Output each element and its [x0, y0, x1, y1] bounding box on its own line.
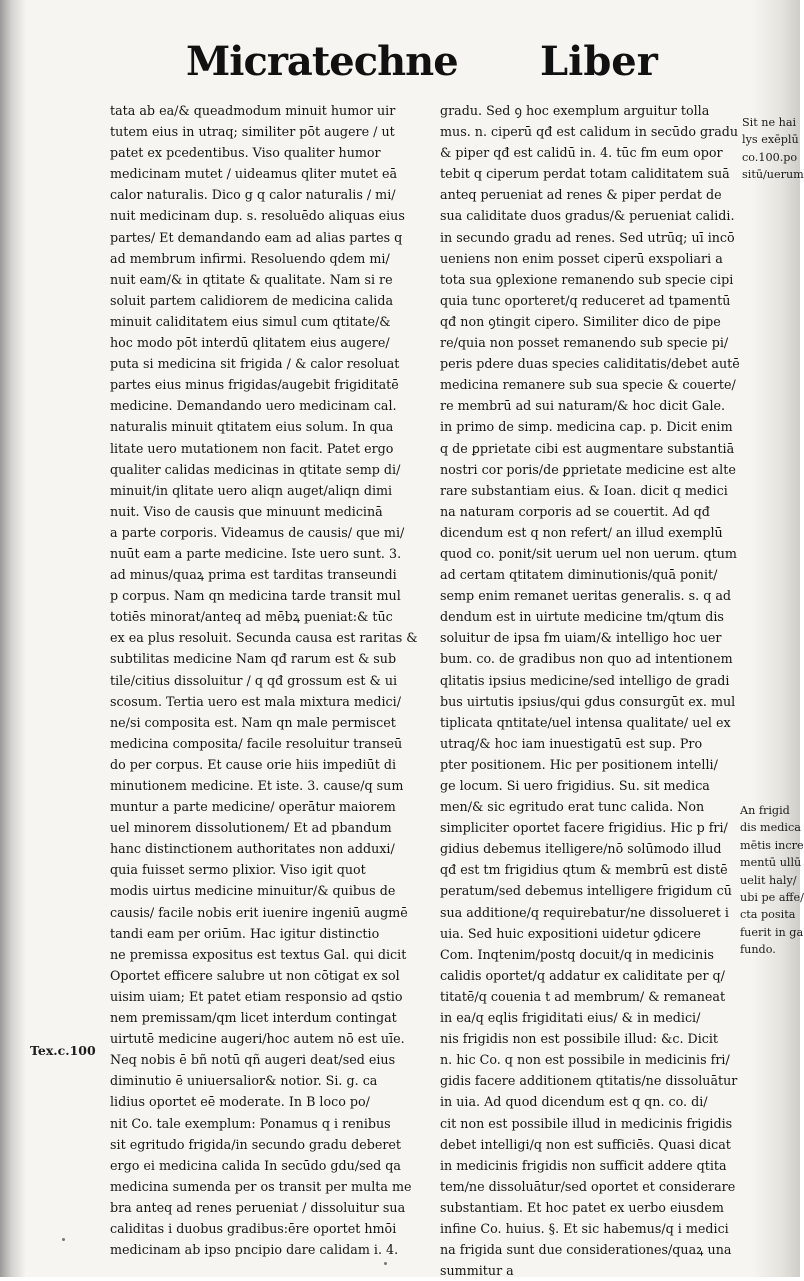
gutter-shadow	[0, 0, 26, 1277]
margin-note-line: fuerit in ga	[740, 925, 804, 939]
text-line: hoc modo pōt interdū qlitatem eius augere/	[110, 335, 390, 351]
text-line: ad minus/quaꝝ prima est tarditas transeundi	[110, 567, 397, 583]
text-line: litate uero mutationem non facit. Patet ergo	[110, 440, 394, 456]
text-line: partes/ Et demandando eam ad alias partes q	[110, 229, 403, 245]
text-line: infine Co. huius. §. Et sic habemus/q i medici	[440, 1220, 729, 1236]
text-line: nuit medicinam dup. s. resoluēdo aliquas eius	[110, 208, 405, 224]
text-line: nuit. Viso de causis que minuunt medicinā	[110, 503, 383, 519]
text-line: uia. Sed huic expositioni uidetur ꝯdicere	[440, 925, 701, 941]
text-line: bra anteq ad renes perueniat / dissoluitur sua	[110, 1199, 406, 1215]
text-line: ergo ei medicina calida In secūdo gdu/sed qa	[110, 1157, 401, 1173]
margin-note-line: mentū ullū	[740, 856, 802, 870]
text-line: totiēs minorat/anteq ad mēbꝝ pueniat:& tūc	[110, 609, 393, 625]
text-line: uirtutē medicine augeri/hoc autem nō est uīe.	[110, 1031, 405, 1047]
text-line: Neq nobis ē bñ notū qñ augeri deat/sed eius	[110, 1052, 396, 1068]
right-text-column	[440, 100, 740, 1279]
margin-note-line: cta posita	[740, 908, 796, 922]
text-line: ne premissa expositus est textus Gal. qui dicit	[110, 946, 407, 962]
text-line: nis frigidis non est possibile illud: &c. Dicit	[440, 1031, 719, 1047]
text-line: in ea/q eqlis frigiditati eius/ & in medici/	[440, 1010, 701, 1026]
margin-note-line: sitū/uerum	[742, 168, 804, 182]
text-line: patet ex pcedentibus. Viso qualiter humor	[110, 145, 381, 161]
text-line: & piper qđ est calidū in. 4. tūc fm eum opor	[440, 145, 723, 161]
text-line: soluit partem calidiorem de medicina calida	[110, 292, 394, 308]
text-line: minuit/in qlitate uero aliqn auget/aliqn dimi	[110, 482, 393, 498]
margin-note-line: ubi pe affe/	[740, 890, 804, 904]
text-line: muntur a parte medicine/ operātur maiorem	[110, 799, 396, 815]
text-line: partes eius minus frigidas/augebit frigiditatē	[110, 377, 399, 393]
text-line: tiplicata qntitate/uel intensa qualitate/ uel ex	[440, 714, 731, 730]
text-line: substantiam. Et hoc patet ex uerbo eiusdem	[440, 1199, 724, 1215]
text-line: in uia. Ad quod dicendum est q qn. co. di/	[440, 1094, 708, 1110]
text-line: debet intelligi/q non est sufficiēs. Quasi dicat	[440, 1136, 731, 1152]
text-line: nit Co. tale exemplum: Ponamus q i renibus	[110, 1115, 391, 1131]
text-line: a parte corporis. Videamus de causis/ que mi/	[110, 524, 405, 540]
text-line: simpliciter oportet facere frigidius. Hic p fri/	[440, 820, 728, 836]
text-line: nuit eam/& in qtitate & qualitate. Nam si re	[110, 271, 393, 287]
margin-note-line: fundo.	[740, 943, 776, 957]
text-line: men/& sic egritudo erat tunc calida. Non	[440, 799, 705, 815]
text-line: in medicinis frigidis non sufficit addere qtita	[440, 1157, 727, 1173]
text-line: ne/si composita est. Nam qn male permiscet	[110, 714, 396, 730]
text-line: tebit q ciperum perdat totam caliditatem suā	[440, 166, 730, 182]
text-line: utraq/& hoc iam inuestigatū est sup. Pro	[440, 735, 703, 751]
text-line: ueniens non enim posset ciperū exspoliari a	[440, 250, 723, 266]
text-line: subtilitas medicine Nam qđ rarum est & sub	[110, 651, 397, 667]
text-line: summitur a	[440, 1263, 514, 1279]
text-line: modis uirtus medicine minuitur/& quibus de	[110, 883, 396, 899]
text-line: tem/ne dissoluātur/sed oportet et considerare	[440, 1178, 736, 1194]
text-line: naturalis minuit qtitatem eius solum. In qua	[110, 419, 394, 435]
text-line: dicendum est q non refert/ an illud exemplū	[440, 524, 723, 540]
text-line: causis/ facile nobis erit iuenire ingeniū augmē	[110, 904, 408, 920]
text-line: tota sua ꝯplexione remanendo sub specie cipi	[440, 271, 734, 287]
text-line: tutem eius in utraq; similiter pōt augere / ut	[110, 124, 395, 140]
text-line: nuūt eam a parte medicine. Iste uero sunt. 3.	[110, 545, 402, 561]
text-line: quia tunc oporteret/q reduceret ad tpamentū	[440, 292, 731, 308]
text-line: n. hic Co. q non est possibile in medicinis fri/	[440, 1052, 730, 1068]
text-line: lidius oportet eē moderate. In B loco po/	[110, 1094, 370, 1110]
text-line: uisim uiam; Et patet etiam responsio ad qstio	[110, 988, 403, 1004]
text-line: diminutio ē uniuersalior& notior. Si. g. ca	[110, 1073, 378, 1089]
text-line: qualiter calidas medicinas in qtitate semp di/	[110, 461, 401, 477]
text-line: gidis facere additionem qtitatis/ne dissoluātur	[440, 1073, 738, 1089]
text-line: medicine. Demandando uero medicinam cal.	[110, 398, 397, 414]
text-line: sua additione/q requirebatur/ne dissolueret i	[440, 904, 729, 920]
text-line: dendum est in uirtute medicine tm/qtum dis	[440, 609, 724, 625]
text-line: medicina remanere sub sua specie & couerte/	[440, 377, 736, 393]
text-line: soluitur de ipsa fm uiam/& intelligo hoc uer	[440, 630, 722, 646]
bleed-through-text-left	[30, 48, 140, 88]
text-line: nem premissam/qm licet interdum contingat	[110, 1010, 397, 1026]
text-line: peris pdere duas species caliditatis/debet autē	[440, 356, 740, 372]
running-head-left: Micratechne	[186, 38, 458, 85]
text-line: qđ est tm frigidius qtum & membrū est distē	[440, 862, 728, 878]
paper-speck	[384, 1262, 387, 1265]
text-line: tata ab ea/& queadmodum minuit humor uir	[110, 103, 396, 118]
text-line: p corpus. Nam qn medicina tarde transit mul	[110, 588, 401, 604]
text-line: medicina composita/ facile resoluitur transeū	[110, 735, 403, 751]
margin-note-line: lys exēplū	[742, 133, 799, 147]
text-line: nostri cor poris/de ꝑprietate medicine est alte	[440, 461, 736, 477]
text-line: gradu. Sed ꝯ hoc exemplum arguitur tolla	[440, 103, 710, 118]
text-line: medicinam mutet / uideamus qliter mutet eā	[110, 166, 398, 182]
text-line: ge locum. Si uero frigidius. Su. sit medica	[440, 778, 710, 793]
text-line: bum. co. de gradibus non quo ad intentionem	[440, 651, 733, 667]
text-line: hanc distinctionem authoritates non adduxi/	[110, 841, 395, 857]
text-line: mus. n. ciperū qđ est calidum in secūdo gradu	[440, 124, 739, 140]
margin-note-line: dis medica	[740, 821, 801, 835]
text-line: na frigida sunt due considerationes/quaꝝ una	[440, 1242, 732, 1258]
margin-note-right-middle	[740, 802, 804, 1012]
text-line: qlitatis ipsius medicine/sed intelligo de gradi	[440, 672, 730, 688]
text-line: Com. Inqtenim/postq docuit/q in medicinis	[440, 946, 714, 962]
text-line: in secundo gradu ad renes. Sed utrūq; uī incō	[440, 229, 735, 245]
text-line: qđ non ꝯtingit cipero. Similiter dico de pipe	[440, 313, 721, 329]
text-line: medicina sumenda per os transit per multa me	[110, 1178, 412, 1194]
text-line: re/quia non posset remanendo sub specie pi/	[440, 335, 729, 351]
text-line: do per corpus. Et cause orie hiis impediūt di	[110, 756, 397, 772]
text-line: re membrū ad sui naturam/& hoc dicit Gale.	[440, 398, 726, 414]
text-line: medicinam ab ipso pncipio dare calidam i. 4.	[110, 1242, 399, 1258]
margin-note-left: Tex.c.100	[30, 1043, 96, 1058]
text-line: titatē/q couenia t ad membrum/ & remaneat	[440, 988, 726, 1004]
margin-note-line: uelit haly/	[740, 873, 797, 887]
text-line: calor naturalis. Dico g q calor naturalis / mi/	[110, 187, 396, 203]
text-line: sua caliditate duos gradus/& perueniat calidi.	[440, 208, 735, 224]
text-line: tandi eam per oriūm. Hac igitur distinctio	[110, 925, 380, 941]
text-line: cit non est possibile illud in medicinis frigidis	[440, 1115, 733, 1131]
running-head-right: Liber	[540, 38, 658, 85]
text-line: minuit caliditatem eius simul cum qtitate/&	[110, 313, 391, 329]
margin-note-right-top	[742, 114, 804, 204]
text-line: calidis oportet/q addatur ex caliditate per q/	[440, 967, 725, 983]
text-line: minutionem medicine. Et iste. 3. cause/q sum	[110, 778, 404, 793]
text-line: quod co. ponit/sit uerum uel non uerum. qtum	[440, 545, 737, 561]
text-line: scosum. Tertia uero est mala mixtura medici/	[110, 693, 401, 709]
text-line: tile/citius dissoluitur / q qđ grossum est & ui	[110, 672, 398, 688]
text-line: ad certam qtitatem diminutionis/quā ponit/	[440, 567, 718, 583]
margin-note-line: An frigid	[740, 804, 790, 817]
text-line: ad membrum infirmi. Resoluendo qdem mi/	[110, 250, 390, 266]
margin-note-line: mētis incre	[740, 838, 804, 852]
left-text-column	[110, 100, 428, 1258]
text-line: puta si medicina sit frigida / & calor resoluat	[110, 356, 400, 372]
text-line: quia fuisset sermo plixior. Viso igit quot	[110, 862, 366, 878]
text-line: bus uirtutis ipsius/qui gdus consurgūt ex. mul	[440, 693, 736, 709]
text-line: rare substantiam eius. & Ioan. dicit q medici	[440, 482, 728, 498]
text-line: gidius debemus itelligere/nō solūmodo illud	[440, 841, 722, 857]
text-line: ex ea plus resoluit. Secunda causa est raritas &	[110, 630, 418, 646]
text-line: pter positionem. Hic per positionem intelli/	[440, 756, 718, 772]
text-line: na naturam corporis ad se couertit. Ad qđ	[440, 503, 710, 519]
text-line: anteq perueniat ad renes & piper perdat de	[440, 187, 722, 203]
margin-note-line: co.100.po	[742, 150, 798, 164]
margin-note-line: Sit ne hai	[742, 116, 797, 129]
paper-speck	[62, 1238, 65, 1241]
text-line: sit egritudo frigida/in secundo gradu deberet	[110, 1136, 402, 1152]
text-line: uel minorem dissolutionem/ Et ad pbandum	[110, 820, 392, 836]
text-line: q de ꝑprietate cibi est augmentare substantiā	[440, 440, 735, 456]
text-line: in primo de simp. medicina cap. p. Dicit enim	[440, 419, 733, 435]
text-line: Oportet efficere salubre ut non cōtigat ex sol	[110, 967, 400, 983]
text-line: peratum/sed debemus intelligere frigidum cū	[440, 883, 732, 899]
text-line: caliditas i duobus gradibus:ēre oportet hmōi	[110, 1220, 397, 1236]
text-line: semp enim remanet ueritas generalis. s. q ad	[440, 588, 732, 604]
